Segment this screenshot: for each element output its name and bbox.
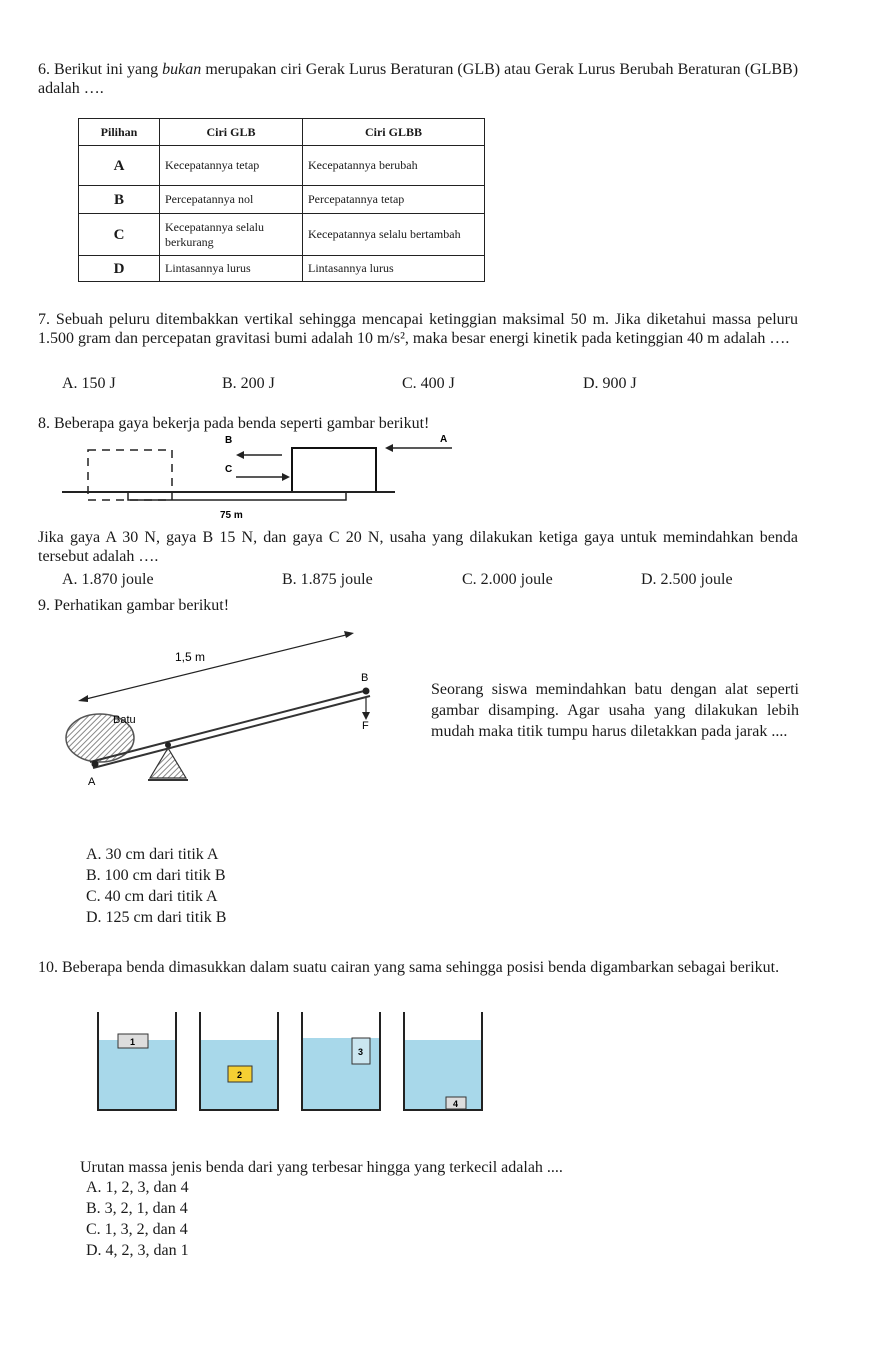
table-cell: Lintasannya lurus (160, 256, 303, 282)
option-b[interactable]: B. 3, 2, 1, dan 4 (86, 1200, 188, 1217)
table-cell: Percepatannya tetap (303, 186, 485, 214)
object-2-label: 2 (237, 1070, 243, 1080)
question-text: Berikut ini yang bukan merupakan ciri Gerak Lurus Beraturan (GLB) atau Gerak Lurus Berubah Beraturan (GLBB) adalah …. (38, 61, 799, 98)
point-a-marker (92, 761, 99, 768)
label-b: B (225, 435, 233, 446)
table-header-row (79, 119, 485, 146)
option-d[interactable]: D. 125 cm dari titik B (86, 909, 227, 926)
question-10-body: Urutan massa jenis benda dari yang terbesar hingga yang terkecil adalah .... (80, 1159, 563, 1176)
question-text: Jika gaya A 30 N, gaya B 15 N, dan gaya C 20 N, usaha yang dilakukan ketiga gaya untuk memindahkan benda tersebut adalah …. (38, 529, 798, 566)
table-cell: A (79, 146, 160, 186)
table-cell: Percepatannya nol (160, 186, 303, 214)
point-b-marker (363, 688, 370, 695)
question-10 (38, 958, 798, 977)
question-number: 9. (38, 597, 50, 614)
lever-bar (90, 690, 368, 762)
option-d[interactable]: D. 4, 2, 3, dan 1 (86, 1242, 189, 1259)
table-cell: D (79, 256, 160, 282)
table-row (79, 146, 485, 186)
liquid (98, 1040, 176, 1110)
force-f-arrowhead (362, 712, 370, 720)
criteria-table (78, 118, 485, 282)
question-text: Beberapa gaya bekerja pada benda seperti gambar berikut! (54, 415, 430, 432)
force-b-arrowhead (236, 451, 244, 459)
option-a[interactable]: A. 30 cm dari titik A (86, 846, 219, 863)
option-c[interactable]: C. 400 J (402, 375, 455, 392)
distance-label: 75 m (220, 510, 243, 521)
option-a[interactable]: A. 1, 2, 3, dan 4 (86, 1179, 189, 1196)
object-3-label: 3 (358, 1047, 364, 1057)
question-number: 10. (38, 959, 58, 976)
option-d[interactable]: D. 900 J (583, 375, 637, 392)
option-b[interactable]: B. 100 cm dari titik B (86, 867, 226, 884)
question-8-body (38, 528, 798, 566)
question-text: Beberapa benda dimasukkan dalam suatu cairan yang sama sehingga posisi benda digambarkan sebagai berikut. (62, 959, 780, 976)
option-c[interactable]: C. 1, 3, 2, dan 4 (86, 1221, 188, 1238)
force-a-arrowhead (385, 444, 393, 452)
option-a[interactable]: A. 1.870 joule (62, 571, 154, 588)
option-c[interactable]: C. 2.000 joule (462, 571, 553, 588)
label-c: C (225, 464, 233, 475)
dimension-arrowhead (344, 631, 354, 638)
label-a: A (88, 776, 96, 788)
distance-bracket (128, 492, 346, 500)
object-1-label: 1 (130, 1037, 136, 1047)
question-number: 7. (38, 311, 50, 328)
label-a: A (440, 434, 448, 445)
table-cell: Kecepatannya selalu berkurang (160, 214, 303, 256)
option-a[interactable]: A. 150 J (62, 375, 116, 392)
question-text: Sebuah peluru ditembakkan vertikal sehingga mencapai ketinggian maksimal 50 m. Jika diketahui massa peluru 1.500 gram dan percepatan gravitasi bumi adalah 10 m/s², maka besar energi kinetik pada ketinggian 40 m adalah …. (38, 311, 799, 348)
table-row (79, 256, 485, 282)
label-b: B (361, 672, 369, 684)
dimension-arrowhead (78, 695, 88, 702)
table-row (79, 214, 485, 256)
question-number: 6. (38, 61, 50, 78)
option-c[interactable]: C. 40 cm dari titik A (86, 888, 218, 905)
table-cell: Kecepatannya berubah (303, 146, 485, 186)
label-f: F (362, 720, 369, 732)
lever-bar-edge (93, 696, 370, 768)
block (292, 448, 376, 492)
table-header: Ciri GLBB (303, 119, 485, 146)
question-7 (38, 310, 798, 348)
length-label: 1,5 m (175, 650, 206, 664)
stone-label: Batu (113, 714, 136, 726)
question-text: Perhatikan gambar berikut! (54, 597, 230, 614)
liquid (404, 1040, 482, 1110)
force-diagram (0, 430, 470, 525)
table-cell: Lintasannya lurus (303, 256, 485, 282)
table-header: Pilihan (79, 119, 160, 146)
force-c-arrowhead (282, 473, 290, 481)
object-4-label: 4 (453, 1099, 459, 1109)
length-dimension-line (82, 634, 350, 700)
liquid-containers (90, 1010, 490, 1115)
table-header: Ciri GLB (160, 119, 303, 146)
table-cell: C (79, 214, 160, 256)
table-cell: B (79, 186, 160, 214)
table-cell: Kecepatannya tetap (160, 146, 303, 186)
lever-diagram (50, 618, 430, 798)
question-number: 8. (38, 415, 50, 432)
option-d[interactable]: D. 2.500 joule (641, 571, 733, 588)
question-9 (38, 596, 798, 615)
question-6 (38, 60, 798, 98)
option-b[interactable]: B. 1.875 joule (282, 571, 373, 588)
table-cell: Kecepatannya selalu bertambah (303, 214, 485, 256)
option-b[interactable]: B. 200 J (222, 375, 275, 392)
question-9-side-text: Seorang siswa memindahkan batu dengan alat seperti gambar disamping. Agar usaha yang dilakukan lebih mudah maka titik tumpu harus diletakkan pada jarak .... (431, 681, 799, 740)
table-row (79, 186, 485, 214)
